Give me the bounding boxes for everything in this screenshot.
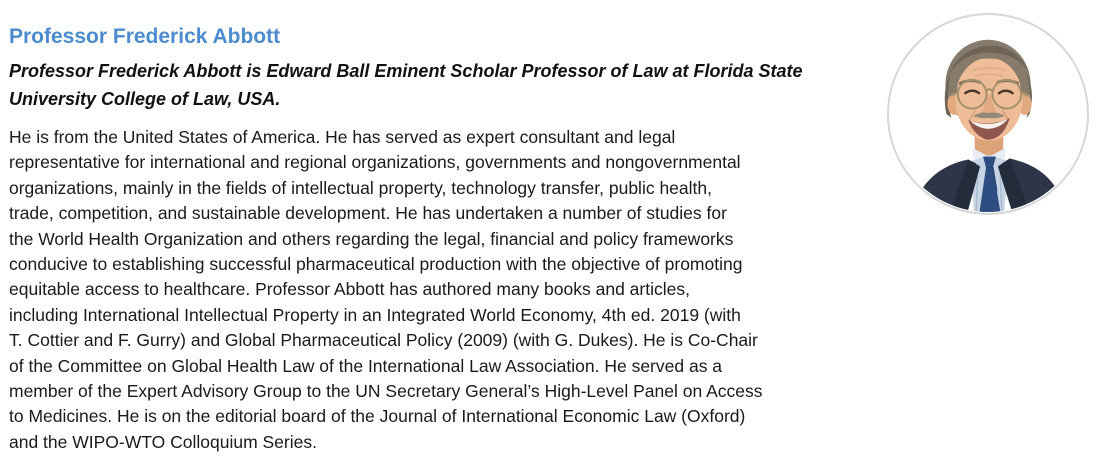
bio-text-line: of the Committee on Global Health Law of the International Law Association. He served as a bbox=[9, 355, 723, 376]
bio-text-line: conducive to establishing successful pharmaceutical production with the objective of promoting bbox=[9, 254, 743, 275]
bio-text-line: member of the Expert Advisory Group to the UN Secretary General’s High-Level Panel on Access bbox=[9, 381, 763, 402]
affiliation-subtitle bbox=[9, 57, 881, 113]
bio-text-line: to Medicines. He is on the editorial board of the Journal of International Economic Law (Oxford) bbox=[9, 406, 746, 427]
professor-portrait-illustration bbox=[889, 15, 1087, 213]
bio-text-line: representative for international and regional organizations, governments and nongovernmental bbox=[9, 152, 741, 173]
bio-text-line: He is from the United States of America. He has served as expert consultant and legal bbox=[9, 127, 676, 147]
bio-text-line: organizations, mainly in the fields of intellectual property, technology transfer, public health, bbox=[9, 177, 712, 198]
subtitle-line: Professor Frederick Abbott is Edward Ball Eminent Scholar Professor of Law at Florida State bbox=[9, 61, 803, 81]
bio-text-line: trade, competition, and sustainable development. He has undertaken a number of studies for bbox=[9, 203, 727, 224]
bio-text-line: including International Intellectual Property in an Integrated World Economy, 4th ed. 2019 (with bbox=[9, 304, 741, 325]
bio-text-line: T. Cottier and F. Gurry) and Global Pharmaceutical Policy (2009) (with G. Dukes). He is Co-Chair bbox=[9, 330, 758, 351]
profile-photo bbox=[887, 13, 1089, 215]
bio-text-line: equitable access to healthcare. Professor Abbott has authored many books and articles, bbox=[9, 279, 690, 300]
bio-paragraph bbox=[9, 125, 881, 455]
bio-text-column bbox=[9, 24, 881, 455]
subtitle-line: University College of Law, USA. bbox=[9, 89, 281, 109]
bio-text-line: the World Health Organization and others regarding the legal, financial and policy frameworks bbox=[9, 228, 734, 249]
bio-text-line: and the WIPO-WTO Colloquium Series. bbox=[9, 431, 317, 452]
page-title: Professor Frederick Abbott bbox=[9, 25, 281, 48]
